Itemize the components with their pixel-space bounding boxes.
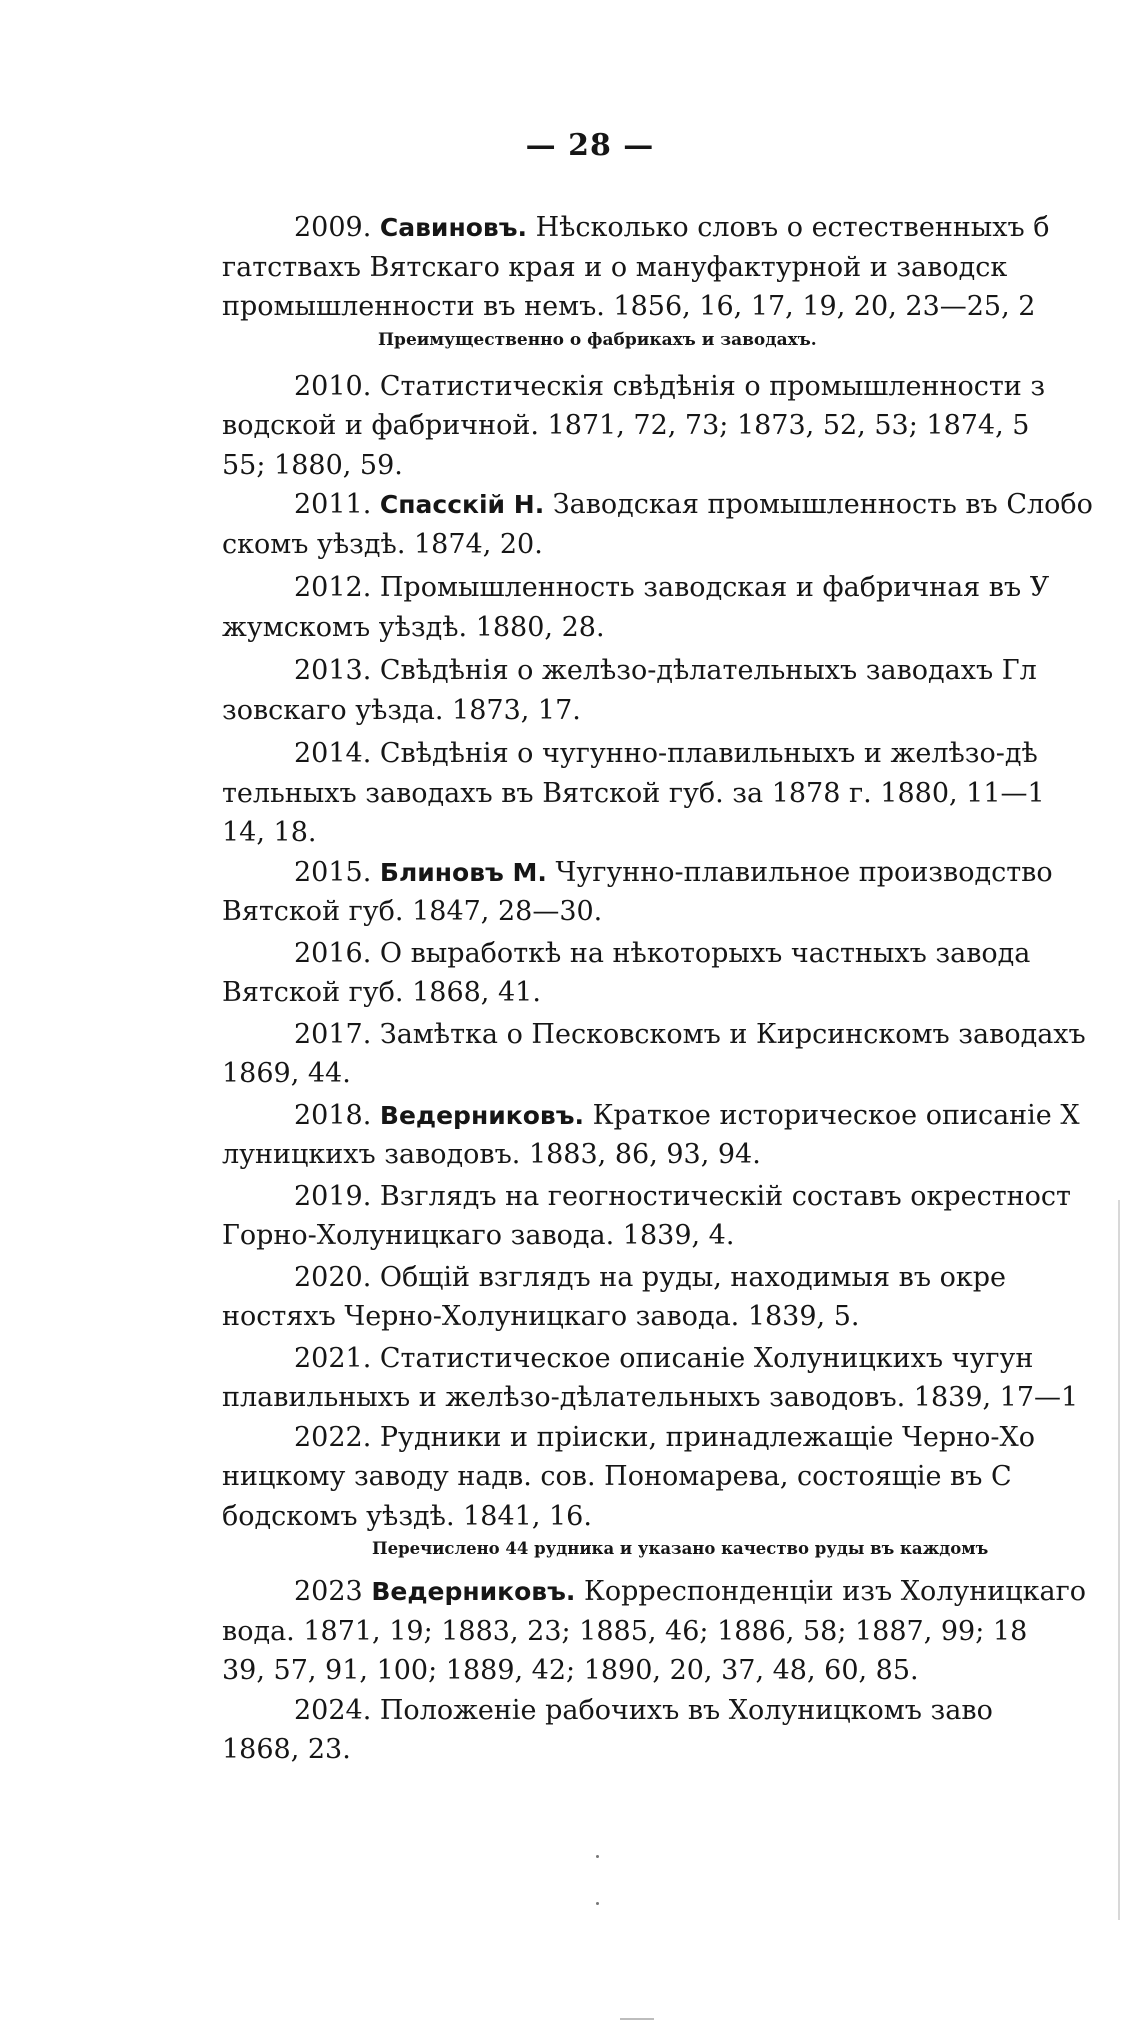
entry-line <box>222 1177 1122 1217</box>
entry-text: вода. 1871, 19; 1883, 23; 1885, 46; 1886, 58; 1887, 99; 18 <box>222 1615 1028 1647</box>
entry-text: жумскомъ уѣздѣ. 1880, 28. <box>222 611 605 643</box>
entry-text: плавильныхъ и желѣзо-дѣлательныхъ заводовъ. 1839, 17—1 <box>222 1382 1079 1413</box>
entry-text: Заводская промышленность въ Слобо <box>552 489 1093 520</box>
entry-text: промышленности въ немъ. 1856, 16, 17, 19, 20, 23—25, 2 <box>222 291 1036 322</box>
entry-text: скомъ уѣздѣ. 1874, 20. <box>222 528 543 560</box>
entry-text: 1868, 23. <box>222 1734 351 1765</box>
entry-text: 1869, 44. <box>222 1058 351 1089</box>
entry-number: 2021. <box>294 1342 372 1374</box>
entry-line <box>222 1054 1122 1094</box>
entry-author: Савиновъ. <box>379 213 527 242</box>
entry-line <box>222 1015 1122 1055</box>
entry-2013 <box>222 651 1122 730</box>
entry-line <box>222 651 1122 691</box>
entry-line <box>222 608 1122 648</box>
entry-line <box>222 774 1122 814</box>
entry-text: 14, 18. <box>222 817 317 848</box>
entry-line <box>222 691 1122 731</box>
entry-line <box>222 934 1122 974</box>
entry-line <box>222 446 1122 486</box>
entry-text: О выработкѣ на нѣкоторыхъ частныхъ завода <box>379 937 1031 969</box>
entry-line <box>222 1378 1122 1418</box>
entry-text: Положеніе рабочихъ въ Холуницкомъ заво <box>379 1694 993 1726</box>
entry-number: 2023 <box>294 1576 363 1607</box>
entry-line <box>222 1418 1122 1458</box>
entry-line <box>222 485 1122 525</box>
entry-line <box>222 1691 1122 1731</box>
entry-text: гатствахъ Вятскаго края и о мануфактурной и заводск <box>222 251 1008 283</box>
entry-text: Вятской губ. 1847, 28—30. <box>222 896 603 927</box>
entry-text: Горно-Холуницкаго завода. 1839, 4. <box>222 1220 735 1251</box>
entry-text: водской и фабричной. 1871, 72, 73; 1873, 52, 53; 1874, 5 <box>222 410 1030 441</box>
entry-text: Корреспонденціи изъ Холуницкаго <box>584 1576 1086 1607</box>
entry-text: Рудники и пріиски, принадлежащіе Черно-Хо <box>379 1421 1035 1453</box>
entry-line <box>222 813 1122 853</box>
entry-2017 <box>222 1015 1122 1094</box>
entry-2023 <box>222 1572 1122 1691</box>
entry-2011 <box>222 485 1122 564</box>
entry-line <box>222 892 1122 932</box>
entry-2016 <box>222 934 1122 1013</box>
entry-number: 2015. <box>294 856 372 888</box>
entry-line <box>222 1497 1122 1537</box>
entry-2019 <box>222 1177 1122 1256</box>
entry-line <box>222 1339 1122 1379</box>
entry-number: 2009. <box>294 212 372 243</box>
entry-line <box>222 734 1122 774</box>
entry-number: 2018. <box>294 1099 372 1131</box>
entry-2014 <box>222 734 1122 853</box>
entry-line <box>222 1297 1122 1337</box>
entry-line <box>222 248 1122 288</box>
entry-author: Спасскій Н. <box>379 490 545 519</box>
entry-text: Свѣдѣнія о чугунно-плавильныхъ и желѣзо-дѣ <box>379 738 1038 769</box>
entry-text: Замѣтка о Песковскомъ и Кирсинскомъ заводахъ <box>379 1018 1086 1050</box>
entry-number: 2011. <box>294 489 372 520</box>
entry-number: 2014. <box>294 738 372 769</box>
entry-2009 <box>222 208 1122 353</box>
entry-number: 2022. <box>294 1421 372 1453</box>
entry-line <box>222 208 1122 248</box>
entry-line <box>222 367 1122 407</box>
entry-line <box>222 973 1122 1013</box>
entry-text: зовскаго уѣзда. 1873, 17. <box>222 694 581 726</box>
entry-line <box>222 1651 1122 1691</box>
entry-text: ницкому заводу надв. сов. Пономарева, состоящіе въ С <box>222 1461 1012 1492</box>
entry-text: Чугунно-плавильное производство <box>555 856 1053 888</box>
entry-text: Краткое историческое описаніе Х <box>592 1099 1080 1131</box>
entry-note: Преимущественно о фабрикахъ и заводахъ. <box>378 329 817 350</box>
entry-number: 2024. <box>294 1694 372 1726</box>
speck <box>596 1902 599 1905</box>
entry-line <box>222 568 1122 608</box>
entry-line <box>222 1457 1122 1497</box>
entry-2022 <box>222 1418 1122 1563</box>
entry-line <box>222 853 1122 893</box>
entry-text: ностяхъ Черно-Холуницкаго завода. 1839, 5. <box>222 1301 860 1332</box>
entry-number: 2019. <box>294 1180 372 1212</box>
bottom-rule <box>620 2018 654 2020</box>
entry-line <box>222 1096 1122 1136</box>
entry-line <box>222 1258 1122 1298</box>
entry-text: Статистическія свѣдѣнія о промышленности з <box>379 370 1046 402</box>
page-edge-shadow <box>1118 1200 1120 1920</box>
entry-2021 <box>222 1339 1122 1418</box>
entry-line <box>222 1572 1122 1612</box>
entry-2015 <box>222 853 1122 932</box>
bibliography-list <box>222 208 1122 1770</box>
entry-number: 2017. <box>294 1018 372 1050</box>
entry-note: Перечислено 44 рудника и указано качество руды въ каждомъ <box>372 1539 989 1558</box>
entry-line <box>222 406 1122 446</box>
entry-2018 <box>222 1096 1122 1175</box>
entry-text: Взглядъ на геогностическій составъ окрестност <box>379 1180 1071 1212</box>
entry-number: 2013. <box>294 655 372 686</box>
entry-line <box>222 525 1122 565</box>
entry-text: тельныхъ заводахъ въ Вятской губ. за 1878 г. 1880, 11—1 <box>222 777 1045 809</box>
entry-line <box>222 1135 1122 1175</box>
entry-text: Промышленность заводская и фабричная въ У <box>379 572 1050 603</box>
entry-line <box>222 1730 1122 1770</box>
entry-number: 2020. <box>294 1261 372 1293</box>
entry-2020 <box>222 1258 1122 1337</box>
entry-number: 2016. <box>294 937 372 969</box>
entry-text: 55; 1880, 59. <box>222 449 403 481</box>
entry-author: Ведерниковъ. <box>379 1100 584 1130</box>
entry-text: 39, 57, 91, 100; 1889, 42; 1890, 20, 37, 48, 60, 85. <box>222 1655 919 1686</box>
entry-line <box>222 1216 1122 1256</box>
entry-author: Блиновъ М. <box>379 857 547 887</box>
entry-text: Вятской губ. 1868, 41. <box>222 977 541 1008</box>
entry-2024 <box>222 1691 1122 1770</box>
entry-text: луницкихъ заводовъ. 1883, 86, 93, 94. <box>222 1139 761 1170</box>
entry-number: 2010. <box>294 370 372 402</box>
entry-text: Нѣсколько словъ о естественныхъ б <box>535 212 1050 243</box>
entry-text: Свѣдѣнія о желѣзо-дѣлательныхъ заводахъ Гл <box>379 655 1037 686</box>
entry-2012 <box>222 568 1122 647</box>
entry-line <box>222 287 1122 327</box>
speck <box>596 1855 599 1858</box>
page-number: — 28 — <box>525 128 655 163</box>
entry-text: Статистическое описаніе Холуницкихъ чугун <box>379 1342 1034 1374</box>
entry-line <box>222 1612 1122 1652</box>
entry-text: бодскомъ уѣздѣ. 1841, 16. <box>222 1500 592 1532</box>
entry-2010 <box>222 367 1122 486</box>
entry-author: Ведерниковъ. <box>371 1577 576 1606</box>
entry-text: Общій взглядъ на руды, находимыя въ окре <box>379 1261 1007 1293</box>
entry-number: 2012. <box>294 572 372 603</box>
